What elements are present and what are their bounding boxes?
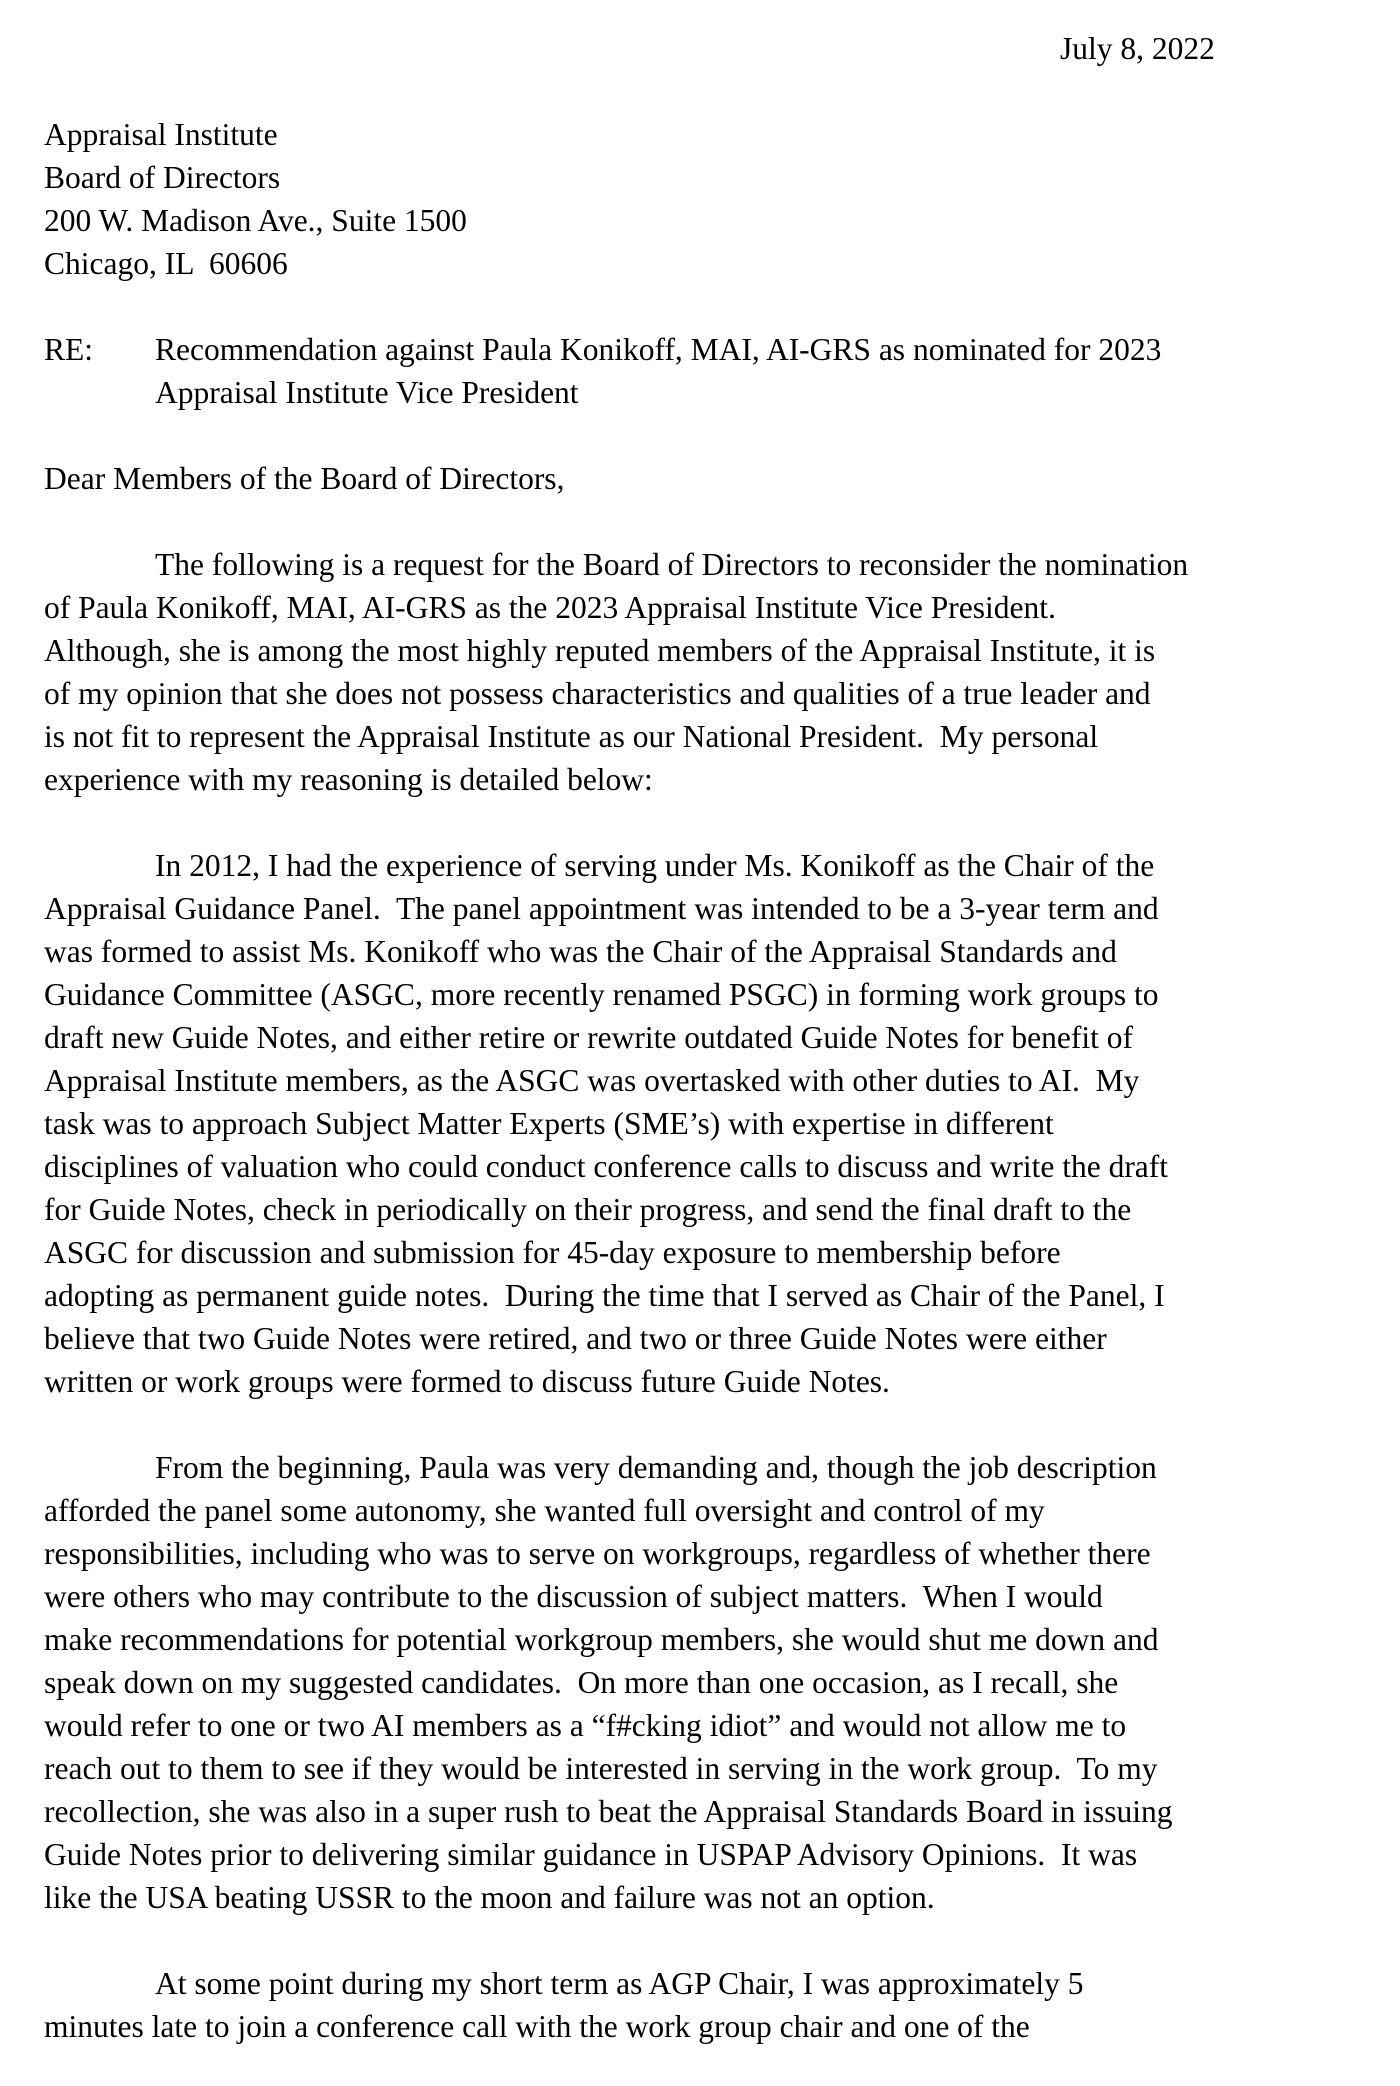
paragraph-line: were others who may contribute to the discussion of subject matters. When I would [44, 1579, 1103, 1614]
paragraph-line: task was to approach Subject Matter Experts (SME’s) with expertise in different [44, 1106, 1054, 1141]
subject-text: Appraisal Institute Vice President [155, 375, 579, 410]
paragraph-line: believe that two Guide Notes were retired, and two or three Guide Notes were either [44, 1321, 1107, 1356]
paragraph-line: Guidance Committee (ASGC, more recently renamed PSGC) in forming work groups to [44, 977, 1159, 1012]
paragraph-line: ASGC for discussion and submission for 45-day exposure to membership before [44, 1235, 1061, 1270]
salutation: Dear Members of the Board of Directors, [44, 461, 565, 496]
paragraph-line: experience with my reasoning is detailed below: [44, 762, 653, 797]
paragraph-line: for Guide Notes, check in periodically on their progress, and send the final draft to the [44, 1192, 1132, 1227]
paragraph-line: afforded the panel some autonomy, she wanted full oversight and control of my [44, 1493, 1045, 1528]
paragraph-line: From the beginning, Paula was very demanding and, though the job description [155, 1450, 1157, 1485]
paragraph-line: Appraisal Guidance Panel. The panel appointment was intended to be a 3-year term and [44, 891, 1159, 926]
letter-page [44, 27, 1394, 2048]
subject-text: Recommendation against Paula Konikoff, MAI, AI-GRS as nominated for 2023 [155, 332, 1162, 367]
paragraph-line: Guide Notes prior to delivering similar guidance in USPAP Advisory Opinions. It was [44, 1837, 1138, 1872]
letter-date: July 8, 2022 [1060, 31, 1215, 66]
paragraph [44, 543, 1394, 801]
paragraph-line: was formed to assist Ms. Konikoff who was the Chair of the Appraisal Standards and [44, 934, 1117, 969]
paragraph-line: adopting as permanent guide notes. During the time that I served as Chair of the Panel, I [44, 1278, 1165, 1313]
paragraph-line: written or work groups were formed to discuss future Guide Notes. [44, 1364, 890, 1399]
address-line: Board of Directors [44, 160, 281, 195]
paragraph-line: In 2012, I had the experience of serving under Ms. Konikoff as the Chair of the [155, 848, 1155, 883]
address-line: Appraisal Institute [44, 117, 278, 152]
paragraph-line: is not fit to represent the Appraisal Institute as our National President. My personal [44, 719, 1099, 754]
paragraph-line: like the USA beating USSR to the moon and failure was not an option. [44, 1880, 935, 1915]
paragraph [44, 1962, 1394, 2048]
paragraph [44, 844, 1394, 1403]
paragraph-line: make recommendations for potential workgroup members, she would shut me down and [44, 1622, 1159, 1657]
paragraph-line: draft new Guide Notes, and either retire or rewrite outdated Guide Notes for benefit of [44, 1020, 1133, 1055]
paragraph-line: disciplines of valuation who could conduct conference calls to discuss and write the draft [44, 1149, 1169, 1184]
paragraph-line: would refer to one or two AI members as a “f#cking idiot” and would not allow me to [44, 1708, 1127, 1743]
subject-line [44, 328, 1394, 414]
paragraph-line: of Paula Konikoff, MAI, AI-GRS as the 2023 Appraisal Institute Vice President. [44, 590, 1056, 625]
paragraph-line: responsibilities, including who was to serve on workgroups, regardless of whether there [44, 1536, 1151, 1571]
recipient-address [44, 113, 1394, 285]
paragraph-line: of my opinion that she does not possess characteristics and qualities of a true leader and [44, 676, 1151, 711]
paragraph-line: Appraisal Institute members, as the ASGC was overtasked with other duties to AI. My [44, 1063, 1140, 1098]
subject-label: RE: [44, 332, 94, 367]
paragraph-line: minutes late to join a conference call with the work group chair and one of the [44, 2009, 1030, 2044]
paragraph-line: reach out to them to see if they would be interested in serving in the work group. To my [44, 1751, 1158, 1786]
paragraph-line: recollection, she was also in a super rush to beat the Appraisal Standards Board in issuing [44, 1794, 1173, 1829]
address-line: 200 W. Madison Ave., Suite 1500 [44, 203, 467, 238]
paragraph [44, 1446, 1394, 1919]
paragraph-line: The following is a request for the Board of Directors to reconsider the nomination [155, 547, 1189, 582]
paragraph-line: Although, she is among the most highly reputed members of the Appraisal Institute, it is [44, 633, 1156, 668]
letter-body [44, 543, 1394, 2048]
address-line: Chicago, IL 60606 [44, 246, 288, 281]
paragraph-line: At some point during my short term as AGP Chair, I was approximately 5 [155, 1966, 1084, 2001]
paragraph-line: speak down on my suggested candidates. On more than one occasion, as I recall, she [44, 1665, 1119, 1700]
